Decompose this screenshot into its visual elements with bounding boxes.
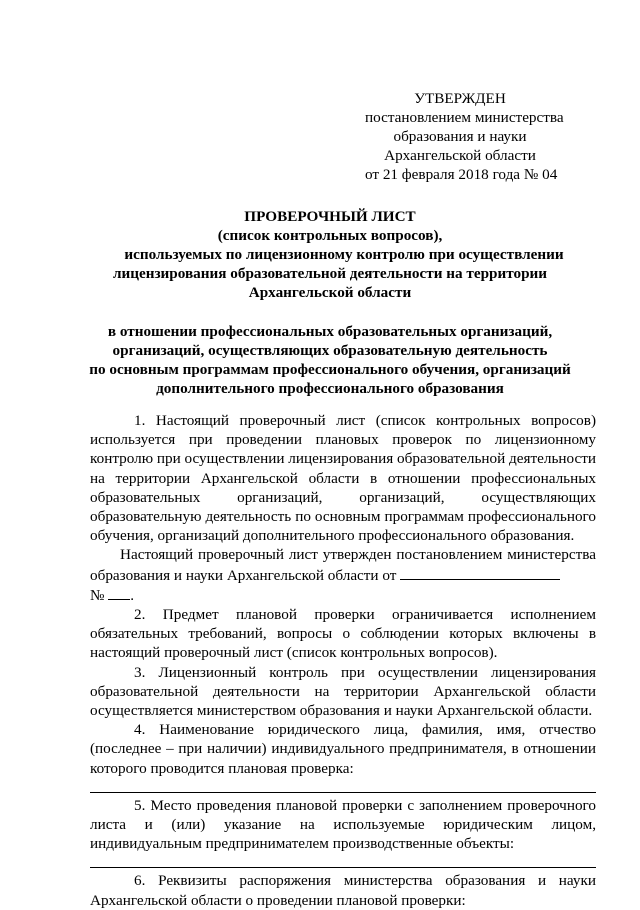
number-sign: № — [90, 586, 105, 604]
approval-block — [365, 89, 564, 184]
paragraph-1b-text: Настоящий проверочный лист утвержден постановлением министерства образования и науки Архангельской области от — [90, 546, 596, 584]
document-body — [90, 411, 596, 910]
paragraph-5: 5. Место проведения плановой проверки с заполнением проверочного листа и (или) указание на используемые юридическим лицом, индивидуальным предпринимателем производственные объекты: — [90, 796, 596, 853]
approval-date: от 21 февраля 2018 года № 04 — [365, 166, 558, 183]
subject-line: дополнительного профессионального образования — [156, 380, 504, 397]
paragraph-4: 4. Наименование юридического лица, фамилия, имя, отчество (последнее – при наличии) индивидуального предпринимателя, в отношении которого проводится плановая проверка: — [90, 721, 596, 777]
paragraph-1b-end: . — [130, 586, 135, 604]
number-blank-field[interactable] — [108, 585, 130, 600]
approval-line: Архангельской области — [384, 147, 536, 164]
approval-line: образования и науки — [393, 128, 527, 145]
fill-line-1[interactable] — [90, 778, 596, 793]
subject-line: в отношении профессиональных образовательных организаций, — [107, 323, 553, 340]
subject-line: по основным программам профессионального обучения, организаций — [89, 361, 571, 378]
approval-heading: УТВЕРЖДЕН — [414, 90, 506, 107]
title-line: лицензирования образовательной деятельности на территории — [112, 265, 548, 282]
paragraph-6: 6. Реквизиты распоряжения министерства образования и науки Архангельской области о проведении плановой проверки: — [90, 872, 596, 909]
approval-line: постановлением министерства — [365, 109, 564, 126]
paragraph-3: 3. Лицензионный контроль при осуществлении лицензирования образовательной деятельности на территории Архангельской области осуществляется министерством образования и науки Архангельской области. — [90, 663, 596, 720]
fill-line-2[interactable] — [90, 853, 596, 868]
title-line: Архангельской области — [248, 284, 412, 301]
title-line: используемых по лицензионному контролю при осуществлении — [124, 246, 564, 263]
date-blank-field[interactable] — [400, 565, 560, 580]
document-subtitle: (список контрольных вопросов), — [217, 227, 443, 244]
paragraph-1b — [90, 545, 596, 605]
document-title-block — [80, 207, 580, 398]
subject-line: организаций, осуществляющих образовательную деятельность — [112, 342, 548, 359]
paragraph-1: 1. Настоящий проверочный лист (список контрольных вопросов) используется при проведении плановых проверок по лицензионному контролю при осуществлении лицензирования образовательной деятельности на территории Архангельской области в отношении профессиональных образовательных организаций, организаций, осуществляющих образовательную деятельность по основным программам профессионального обучения, организаций дополнительного профессионального образования. — [90, 412, 596, 545]
paragraph-2: 2. Предмет плановой проверки ограничивается исполнением обязательных требований, вопросы о соблюдении которых включены в настоящий проверочный лист (список контрольных вопросов). — [90, 606, 596, 662]
document-title: ПРОВЕРОЧНЫЙ ЛИСТ — [244, 208, 416, 225]
